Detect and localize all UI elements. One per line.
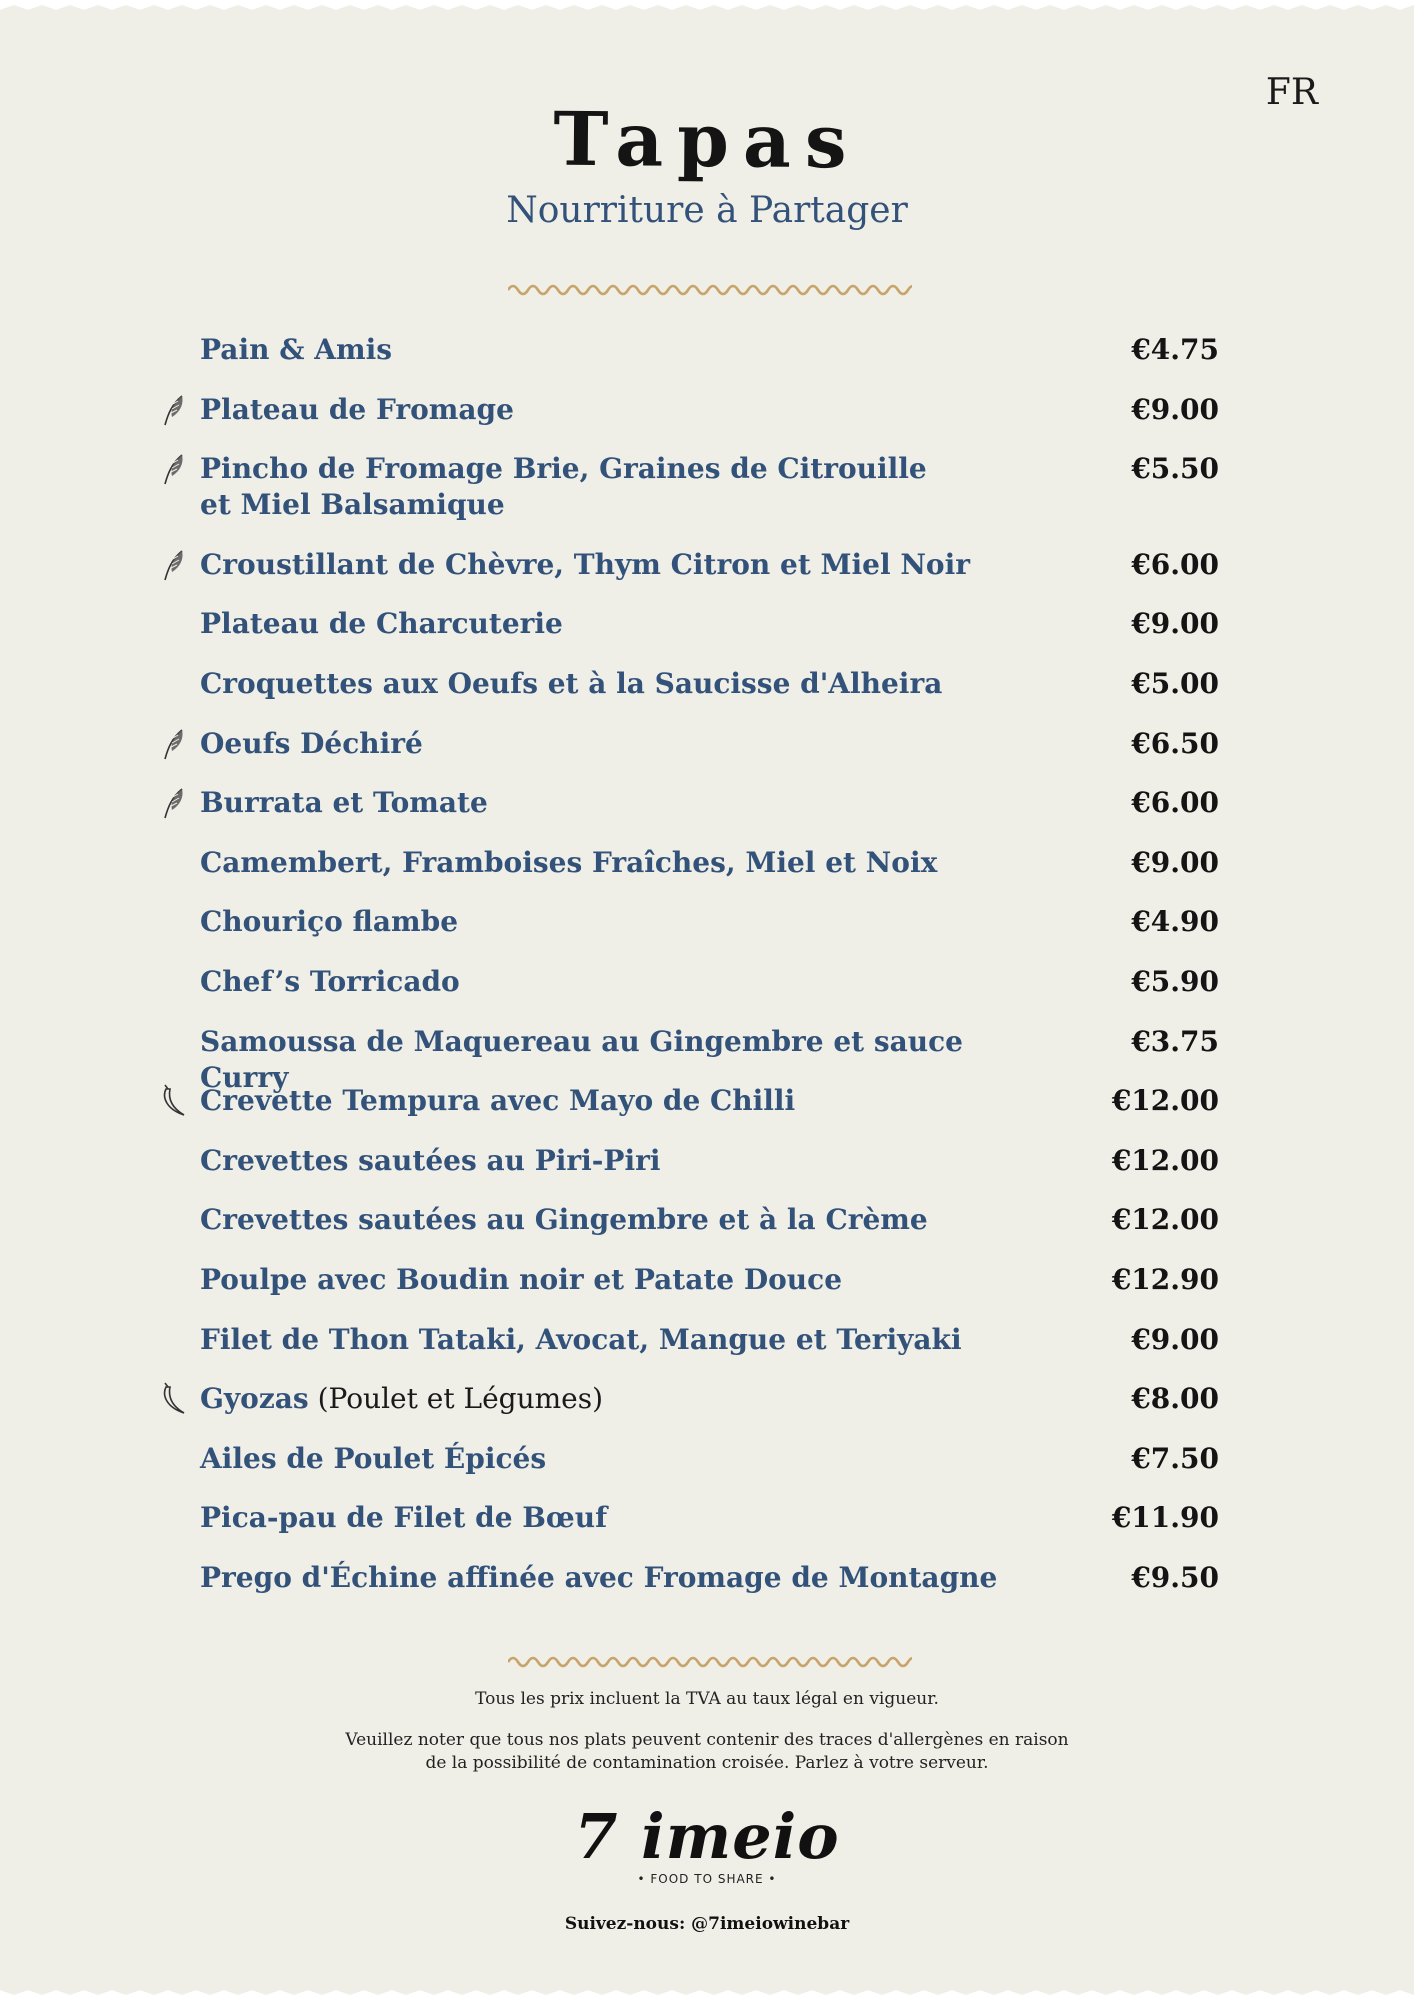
menu-item-price: €5.00	[1131, 666, 1219, 700]
menu-item-name-text: Pica-pau de Filet de Bœuf	[200, 1501, 608, 1535]
menu-item	[0, 392, 1414, 428]
menu-item-price: €8.00	[1131, 1382, 1219, 1416]
menu-item	[0, 1202, 1414, 1238]
menu-item	[0, 785, 1414, 821]
menu-item-price: €5.50	[1131, 452, 1219, 486]
menu-item	[0, 1500, 1414, 1536]
menu-item-price: €7.50	[1131, 1441, 1219, 1475]
torn-edge-top	[0, 0, 1414, 18]
menu-item	[0, 1322, 1414, 1358]
brand-tagline: • FOOD TO SHARE •	[637, 1872, 777, 1886]
menu-item-price: €12.00	[1111, 1203, 1219, 1237]
menu-item-name	[200, 451, 1020, 523]
menu-item-name-text: Ailes de Poulet Épicés	[200, 1441, 547, 1475]
chili-pepper-icon	[158, 1381, 188, 1417]
menu-item-price: €4.75	[1131, 333, 1219, 366]
menu-item	[0, 1381, 1414, 1417]
menu-item-name-text: Pain & Amis	[200, 333, 392, 366]
menu-item	[0, 1024, 1414, 1094]
menu-item-name-text: Burrata et Tomate	[200, 786, 488, 820]
menu-item-name	[200, 1500, 1020, 1536]
menu-item-price: €9.00	[1131, 392, 1219, 426]
brand-logo: 7 imeio	[574, 1800, 840, 1873]
menu-item-price: €5.90	[1131, 964, 1219, 998]
menu-item-price: €9.00	[1131, 845, 1219, 879]
menu-item	[0, 1560, 1414, 1596]
menu-item-name	[200, 547, 1020, 583]
allergen-note-line-1: Veuillez noter que tous nos plats peuvent contenir des traces d'allergènes en raison	[345, 1730, 1069, 1750]
menu-item-name	[200, 1381, 1020, 1417]
menu-item-price: €6.00	[1131, 547, 1219, 581]
menu-item-name-text: Chef’s Torricado	[200, 964, 460, 998]
menu-item-name-text: Croquettes aux Oeufs et à la Saucisse d'Alheira	[200, 666, 943, 700]
menu-item-price: €12.00	[1111, 1143, 1219, 1177]
menu-item-name-suffix: (Poulet et Légumes)	[308, 1382, 604, 1416]
menu-item-price: €6.50	[1131, 726, 1219, 760]
vegetarian-leaf-icon	[158, 785, 188, 821]
vat-note: Tous les prix incluent la TVA au taux légal en vigueur.	[475, 1689, 939, 1709]
menu-item-name-text: Filet de Thon Tataki, Avocat, Mangue et Teriyaki	[200, 1322, 962, 1356]
divider-bottom	[508, 1652, 912, 1672]
torn-edge-bottom	[0, 1982, 1414, 2000]
menu-item-name-text: Chouriço flambe	[200, 905, 459, 939]
menu-item	[0, 547, 1414, 583]
menu-item	[0, 1143, 1414, 1179]
menu-item-price: €9.00	[1131, 1322, 1219, 1356]
menu-item-name-text: Prego d'Échine affinée avec Fromage de Montagne	[200, 1560, 998, 1594]
menu-item	[0, 606, 1414, 642]
menu-item-name-text: Plateau de Fromage	[200, 392, 514, 426]
menu-item-name	[200, 785, 1020, 821]
menu-item-price: €12.00	[1111, 1084, 1219, 1118]
menu-item-name	[200, 1202, 1020, 1238]
menu-item-name	[200, 726, 1020, 762]
menu-item-name	[200, 1560, 1020, 1596]
menu-item-name-text: Plateau de Charcuterie	[200, 607, 563, 641]
menu-item-price: €6.00	[1131, 786, 1219, 820]
vegetarian-leaf-icon	[158, 451, 188, 487]
menu-item-name-text: Camembert, Framboises Fraîches, Miel et Noix	[200, 845, 938, 879]
menu-item-name	[200, 606, 1020, 642]
menu-item-name-text: Samoussa de Maquereau au Gingembre et sauce Curry	[200, 1024, 963, 1094]
menu-item-name	[200, 1322, 1020, 1358]
vegetarian-leaf-icon	[158, 547, 188, 583]
chili-pepper-icon	[158, 1083, 188, 1119]
menu-item-name	[200, 1441, 1020, 1477]
menu-item	[0, 1262, 1414, 1298]
menu-item-price: €11.90	[1111, 1501, 1219, 1535]
vegetarian-leaf-icon	[158, 726, 188, 762]
menu-item-name-text: Gyozas	[200, 1382, 309, 1416]
menu-item-name-line: Pincho de Fromage Brie, Graines de Citrouille	[200, 452, 927, 486]
footer-notes	[0, 1688, 1414, 1775]
menu-item-name	[200, 666, 1020, 702]
menu-item-name	[200, 904, 1020, 940]
menu-item-name	[200, 1262, 1020, 1298]
menu-item-price: €4.90	[1131, 905, 1219, 939]
menu-item-name	[200, 1083, 1020, 1119]
menu-item-name-text: Poulpe avec Boudin noir et Patate Douce	[200, 1262, 843, 1296]
divider-top	[508, 280, 912, 300]
menu-item	[0, 904, 1414, 940]
menu-item-name	[200, 1143, 1020, 1179]
menu-item-name	[200, 392, 1020, 428]
menu-item	[0, 964, 1414, 1000]
menu-item	[0, 451, 1414, 523]
social-follow[interactable]: Suivez-nous: @7imeiowinebar	[564, 1914, 850, 1934]
menu-item-name-text: Crevettes sautées au Gingembre et à la Crème	[200, 1203, 928, 1237]
menu-item-name-text: Oeufs Déchiré	[200, 726, 423, 760]
menu-item	[0, 1441, 1414, 1477]
page-title: Tapas	[552, 96, 862, 186]
menu-item-name-text: Croustillant de Chèvre, Thym Citron et Miel Noir	[200, 547, 970, 581]
menu-item	[0, 726, 1414, 762]
menu-item-name-line: et Miel Balsamique	[200, 488, 505, 522]
menu-item-name	[200, 964, 1020, 1000]
menu-item	[0, 1083, 1414, 1119]
menu-item	[0, 666, 1414, 702]
menu-item-name-text: Crevettes sautées au Piri-Piri	[200, 1143, 661, 1177]
menu-item-price: €3.75	[1131, 1024, 1219, 1058]
allergen-note-line-2: de la possibilité de contamination croisée. Parlez à votre serveur.	[425, 1753, 989, 1773]
menu-item-name-text: Crevette Tempura avec Mayo de Chilli	[200, 1084, 796, 1118]
menu-item-price: €9.50	[1131, 1560, 1219, 1594]
menu-item-name	[200, 845, 1020, 881]
language-label[interactable]: FR	[1265, 72, 1318, 113]
page-subtitle: Nourriture à Partager	[506, 190, 908, 231]
vegetarian-leaf-icon	[158, 392, 188, 428]
menu-item-price: €12.90	[1111, 1262, 1219, 1296]
menu-item	[0, 332, 1414, 368]
menu-item-name	[200, 332, 1020, 368]
menu-item-price: €9.00	[1131, 607, 1219, 641]
menu-item	[0, 845, 1414, 881]
